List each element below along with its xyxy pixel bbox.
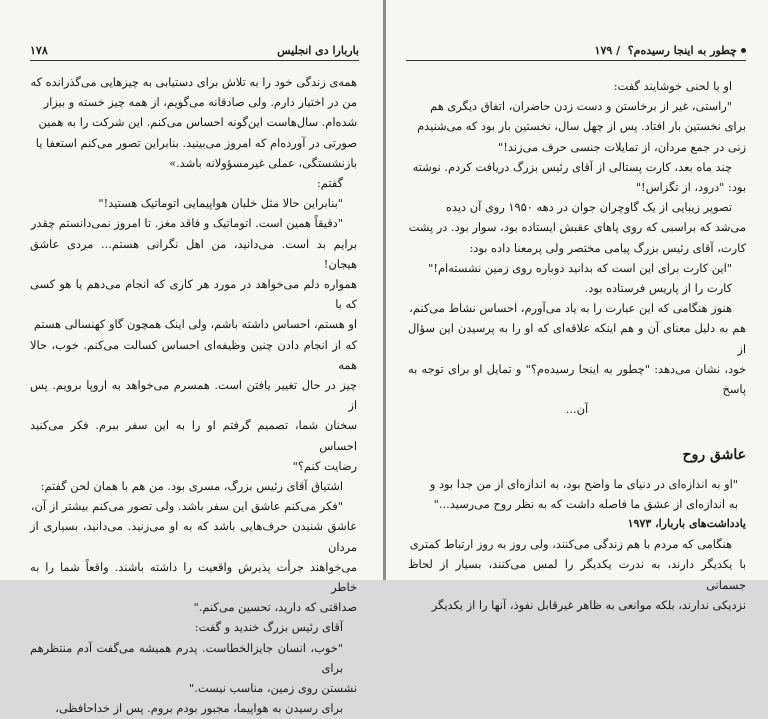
right-header-title: چطور به اینجا رسیده‌م؟ / ۱۷۹ bbox=[595, 44, 746, 57]
text-line: من در اختیار دارم. ولی صادقانه می‌گویم، از همه چیز خسته و بیزار bbox=[43, 95, 357, 110]
left-header-title: باربارا دی انجلیس bbox=[277, 43, 359, 57]
text-line: او هستم، احساس داشته باشم، ولی اینک همچون گاو کهنسالی هستم bbox=[33, 317, 357, 332]
text-line: "بنابراین حالا مثل خلبان هواپیمایی اتوماتیک هستید!" bbox=[98, 196, 343, 211]
text-line: چیز در حال تغییر یافتن است. همسرم می‌خواهد به اروپا برویم. پس از bbox=[30, 378, 357, 413]
text-line: گفتم: bbox=[316, 176, 343, 191]
text-line: که از انجام دادن چنین وظیفه‌ای احساس کسالت می‌کنم. خوب، حالا همه bbox=[30, 337, 357, 372]
epigraph-attribution: یادداشت‌های باربارا، ۱۹۷۳ bbox=[627, 517, 746, 531]
text-line: زنی در جمع مردان، از تمایلات جنسی حرف می‌زند!" bbox=[498, 139, 746, 154]
text-line: نزدیکی ندارند، بلکه موانعی به ظاهر غیرقابل نفوذ، آنها را از یکدیگر bbox=[431, 597, 746, 612]
text-line: "راستی، غیر از برخاستن و دست زدن حاضران، اتفاق دیگری هم bbox=[430, 99, 732, 114]
text-line: تصویر زیبایی از یک گاوچران جوان در دهه ۱۹۵۰ روی آن دیده bbox=[445, 200, 732, 215]
right-page-body bbox=[408, 76, 746, 615]
text-line: برایم بد است. می‌دانید، من اهل نگرانی هستم... مردی عاشق هیجان! bbox=[30, 236, 357, 271]
text-line: همه‌ی زندگی خود را به تلاش برای دستیابی به چیزهایی می‌گذرانده که bbox=[30, 75, 357, 89]
text-line: کارت را از پاریس فرستاده بود. bbox=[584, 281, 732, 296]
text-line: آن... bbox=[565, 402, 589, 417]
text-line: هنوز هنگامی که این عبارت را به یاد می‌آورم، احساس نشاط می‌کنم، bbox=[409, 301, 732, 316]
text-line: برای رسیدن به هواپیما، مجبور بودم بروم. پس از خداحافظی، bbox=[55, 701, 343, 716]
text-line: می‌شد که براسبی که روی پاهای عقبش ایستاده بود، سوار بود. در پشت bbox=[408, 220, 746, 235]
text-line: هنگامی که مردم با هم زندگی می‌کنند، ولی روز به روز ارتباط کمتری bbox=[409, 537, 732, 552]
text-line: بازنشستگی، عملی غیرمسؤولانه باشد.» bbox=[169, 155, 357, 170]
text-line: "این کارت برای این است که بدانید دوباره روی زمین نشسته‌ام!" bbox=[428, 260, 732, 275]
epigraph-line: به اندازه‌ای از عشق ما فاصله داشت که به نظر روح می‌رسید..." bbox=[433, 496, 738, 511]
text-line: اشتیاق آقای رئیس بزرگ، مسری بود. من هم با همان لحن گفتم: bbox=[40, 479, 343, 494]
section-title: عاشق روح bbox=[682, 447, 746, 464]
text-line: او با لحنی خوشایند گفت: bbox=[613, 79, 732, 93]
text-line: صداقتی که دارید، تحسین می‌کنم." bbox=[193, 600, 357, 615]
text-line: خود، نشان می‌دهد: "چطور به اینجا رسیده‌م؟" و تمایل او برای توجه به پاسخ bbox=[408, 361, 746, 397]
text-line: "خوب، انسان جایزالخطاست. پدرم همیشه می‌گفت آدم منتظرهم برای bbox=[30, 640, 343, 675]
epigraph-line: "او به اندازه‌ای در دنیای ما واضح بود، به اندازه‌ای از من جدا بود و bbox=[429, 476, 738, 491]
left-header-rule bbox=[30, 60, 359, 61]
text-line: "دقیقاً همین است. اتوماتیک و فاقد مغز. تا امروز نمی‌دانستم چقدر bbox=[30, 216, 343, 231]
left-page-header bbox=[30, 42, 359, 58]
right-header-rule bbox=[406, 60, 746, 61]
text-line: با یکدیگر دارند، به ندرت یکدیگر را لمس می‌کنند، بسیار از لحاظ جسمانی bbox=[408, 557, 746, 592]
text-line: همواره دلم می‌خواهد در مورد هر کاری که انجام می‌دهم یا هو کسی که با bbox=[30, 277, 357, 312]
right-header-title-text: چطور به اینجا رسیده‌م؟ bbox=[627, 43, 737, 57]
text-line: کارت، آقای رئیس بزرگ پیامی مختصر ولی پرمعنا داده بود: bbox=[469, 240, 746, 255]
text-line: شده‌ام. سال‌هاست این‌گونه احساس می‌کنم. این شرکت را به همین bbox=[38, 115, 357, 130]
text-line: سخنان شما، تصمیم گرفتم او را به این سفر ببرم. فکر می‌کنید احساس bbox=[30, 418, 357, 453]
left-page-number: ۱۷۸ bbox=[30, 43, 48, 57]
text-line: "فکر می‌کنم عاشق این سفر باشد. ولی تصور می‌کنم بیشتر از آن، bbox=[30, 499, 343, 514]
right-page-header bbox=[406, 42, 746, 58]
left-page-body bbox=[30, 72, 357, 719]
text-line: بود: "درود، از تگزاس!" bbox=[635, 180, 746, 195]
text-line: می‌خواهند جرأت پذیرش واقعیت را داشته باشند. واقعاً شما را به خاطر bbox=[30, 559, 357, 595]
text-line: آقای رئیس بزرگ خندید و گفت: bbox=[194, 620, 343, 635]
text-line: صورتی در آورده‌ام که امروز می‌بینید. بنابراین تصور می‌کنم استعفا یا bbox=[35, 135, 357, 150]
text-line: رضایت کنم؟" bbox=[292, 458, 357, 473]
text-line: برای نخستین بار افتاد. پس از چهل سال، نخستین بار بود که می‌شنیدم bbox=[417, 119, 746, 134]
text-line: عاشق شنیدن حرف‌هایی باشد که به او می‌زنید. می‌دانید، بسیاری از مردان bbox=[30, 519, 357, 554]
bullet-icon bbox=[741, 48, 746, 53]
text-line: نشستن روی زمین، مناسب نیست." bbox=[189, 681, 357, 696]
right-page-number: ۱۷۹ bbox=[594, 43, 613, 57]
left-page bbox=[0, 0, 383, 716]
right-page bbox=[386, 0, 768, 612]
text-line: چند ماه بعد، کارت پستالی از آقای رئیس بزرگ دریافت کردم. نوشته bbox=[412, 159, 732, 174]
text-line: هم به دلیل معنای آن و هم اینکه علاقه‌ای که او را به پرسیدن این سؤال از bbox=[408, 321, 746, 356]
